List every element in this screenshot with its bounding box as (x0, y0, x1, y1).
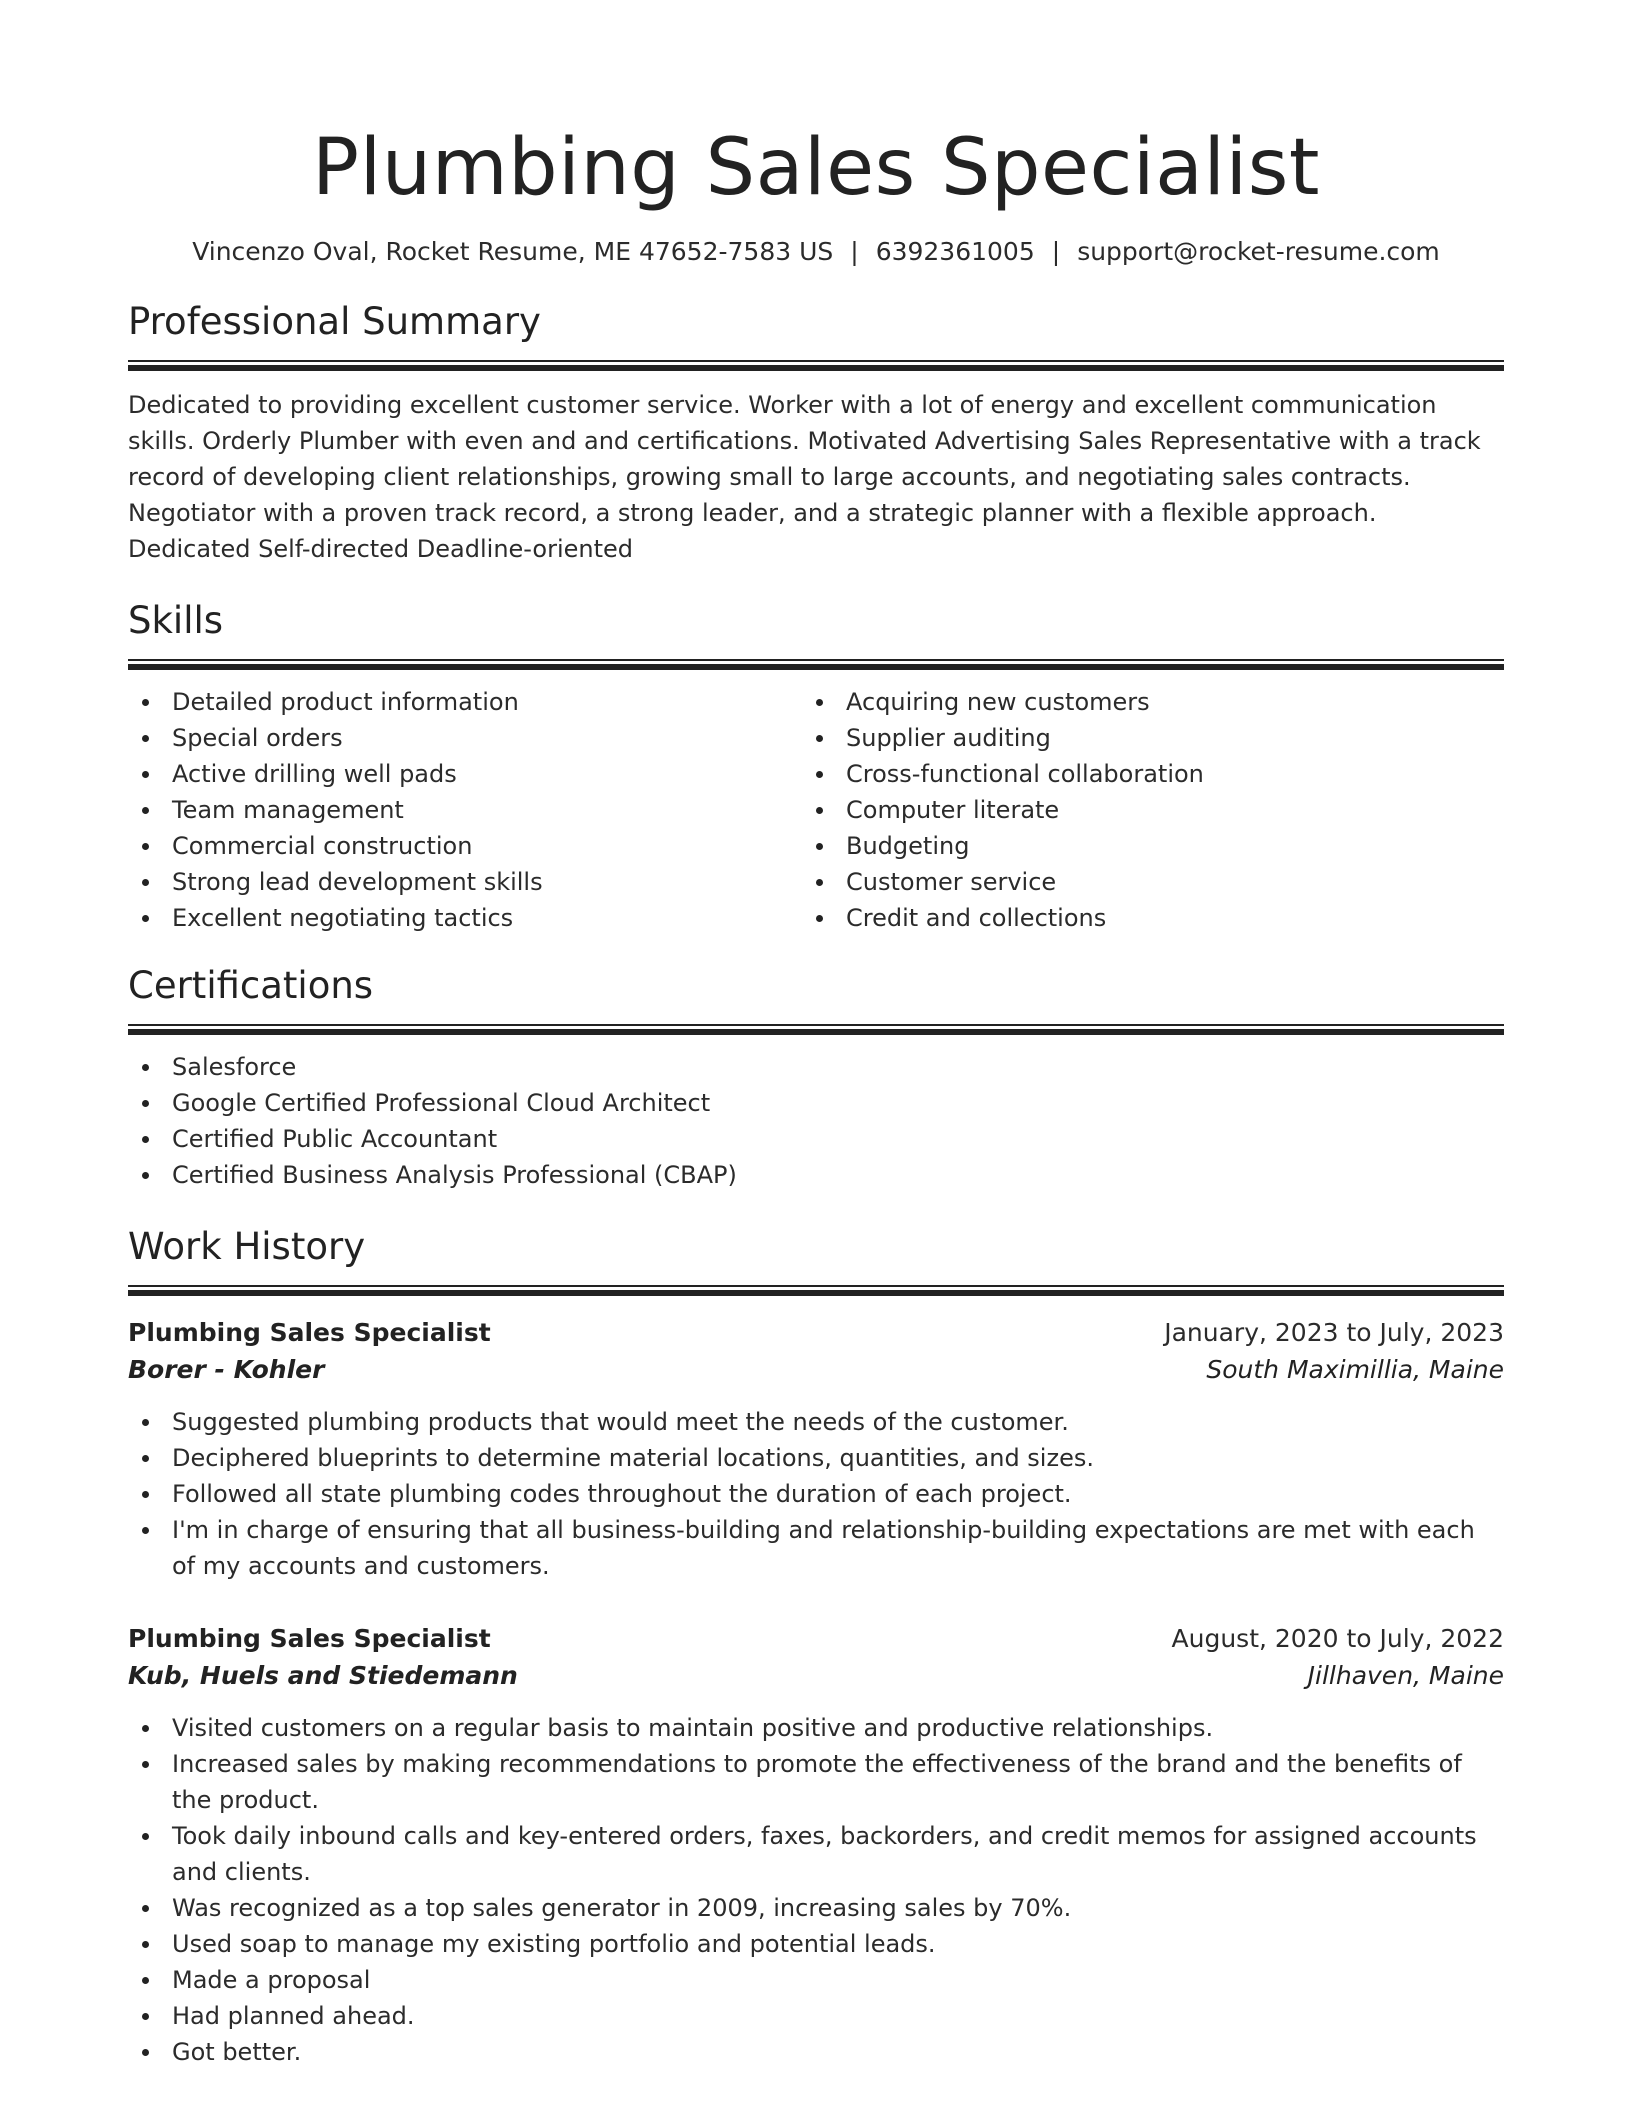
job-duty: Took daily inbound calls and key-entered orders, faxes, backorders, and credit memos for assigned accounts and clients. (128, 1818, 1504, 1890)
job-duty: Increased sales by making recommendations to promote the effectiveness of the brand and the benefits of the product. (128, 1746, 1504, 1818)
skill-item: Excellent negotiating tactics (128, 900, 802, 936)
section-divider (128, 1024, 1504, 1035)
skill-item: Budgeting (802, 828, 1476, 864)
job-title: Plumbing Sales Specialist (128, 1624, 491, 1653)
skill-item: Active drilling well pads (128, 756, 802, 792)
skills-list-left (128, 684, 802, 936)
section-title-skills: Skills (128, 599, 224, 642)
job-duty: Followed all state plumbing codes throughout the duration of each project. (128, 1476, 1504, 1512)
section-title-summary: Professional Summary (128, 300, 541, 343)
section-divider (128, 360, 1504, 371)
resume-name: Plumbing Sales Specialist (312, 123, 1320, 213)
skills-section (128, 597, 1504, 936)
job-duty: Got better. (128, 2034, 1504, 2070)
job-company: Kub, Huels and Stiedemann (128, 1661, 518, 1690)
certifications-section (128, 962, 1504, 1193)
job-duty: I'm in charge of ensuring that all business-building and relationship-building expectations are met with each of my accounts and customers. (128, 1512, 1504, 1584)
skill-item: Supplier auditing (802, 720, 1476, 756)
certification-item: Certified Business Analysis Professional (CBAP) (128, 1157, 1504, 1193)
job-duty: Used soap to manage my existing portfolio and potential leads. (128, 1926, 1504, 1962)
contact-separator: | (850, 237, 859, 266)
skill-item: Cross-functional collaboration (802, 756, 1476, 792)
job-company-row (128, 1351, 1504, 1388)
summary-section (128, 298, 1504, 567)
section-title-certifications: Certifications (128, 964, 374, 1007)
job-dates: January, 2023 to July, 2023 (1164, 1318, 1504, 1347)
job-duty: Deciphered blueprints to determine material locations, quantities, and sizes. (128, 1440, 1504, 1476)
section-divider (128, 659, 1504, 670)
job-entry (128, 1314, 1504, 1584)
contact-line (128, 234, 1504, 270)
contact-separator: | (1051, 237, 1061, 266)
job-duty: Had planned ahead. (128, 1998, 1504, 2034)
contact-email: support@rocket-resume.com (1077, 237, 1440, 266)
summary-text: Dedicated to providing excellent customer service. Worker with a lot of energy and excellent communication skills. Orderly Plumber with even and and certifications. Motivated Advertising Sales Representative with a track record of developing client relationships, growing small to large accounts, and negotiating sales contracts. Negotiator with a proven track record, a strong leader, and a strategic planner with a flexible approach. Dedicated Self-directed Deadline-oriented (128, 391, 1481, 563)
job-title: Plumbing Sales Specialist (128, 1318, 491, 1347)
certification-item: Google Certified Professional Cloud Architect (128, 1085, 1504, 1121)
job-company: Borer - Kohler (128, 1355, 325, 1384)
skills-grid (128, 684, 1504, 936)
job-duty: Made a proposal (128, 1962, 1504, 1998)
skill-item: Customer service (802, 864, 1476, 900)
job-header-row (128, 1314, 1504, 1351)
skill-item: Commercial construction (128, 828, 802, 864)
skill-item: Special orders (128, 720, 802, 756)
job-duty: Visited customers on a regular basis to maintain positive and productive relationships. (128, 1710, 1504, 1746)
job-duty: Suggested plumbing products that would meet the needs of the customer. (128, 1404, 1504, 1440)
section-divider (128, 1285, 1504, 1296)
job-duties-list (128, 1710, 1504, 2070)
contact-phone: 6392361005 (875, 237, 1035, 266)
certification-item: Salesforce (128, 1049, 1504, 1085)
contact-address: Vincenzo Oval, Rocket Resume, ME 47652-7583 US (192, 237, 834, 266)
job-company-row (128, 1657, 1504, 1694)
job-duty: Was recognized as a top sales generator in 2009, increasing sales by 70%. (128, 1890, 1504, 1926)
skill-item: Strong lead development skills (128, 864, 802, 900)
job-duties-list (128, 1404, 1504, 1584)
work-history-section (128, 1223, 1504, 2070)
skill-item: Credit and collections (802, 900, 1476, 936)
skill-item: Acquiring new customers (802, 684, 1476, 720)
skill-item: Team management (128, 792, 802, 828)
job-location: South Maximillia, Maine (1206, 1355, 1504, 1384)
job-entry (128, 1620, 1504, 2070)
skill-item: Computer literate (802, 792, 1476, 828)
job-dates: August, 2020 to July, 2022 (1171, 1624, 1504, 1653)
job-location: Jillhaven, Maine (1307, 1661, 1504, 1690)
certification-item: Certified Public Accountant (128, 1121, 1504, 1157)
section-title-work-history: Work History (128, 1225, 366, 1268)
certifications-list (128, 1049, 1504, 1193)
skills-list-right (802, 684, 1476, 936)
job-header-row (128, 1620, 1504, 1657)
skill-item: Detailed product information (128, 684, 802, 720)
